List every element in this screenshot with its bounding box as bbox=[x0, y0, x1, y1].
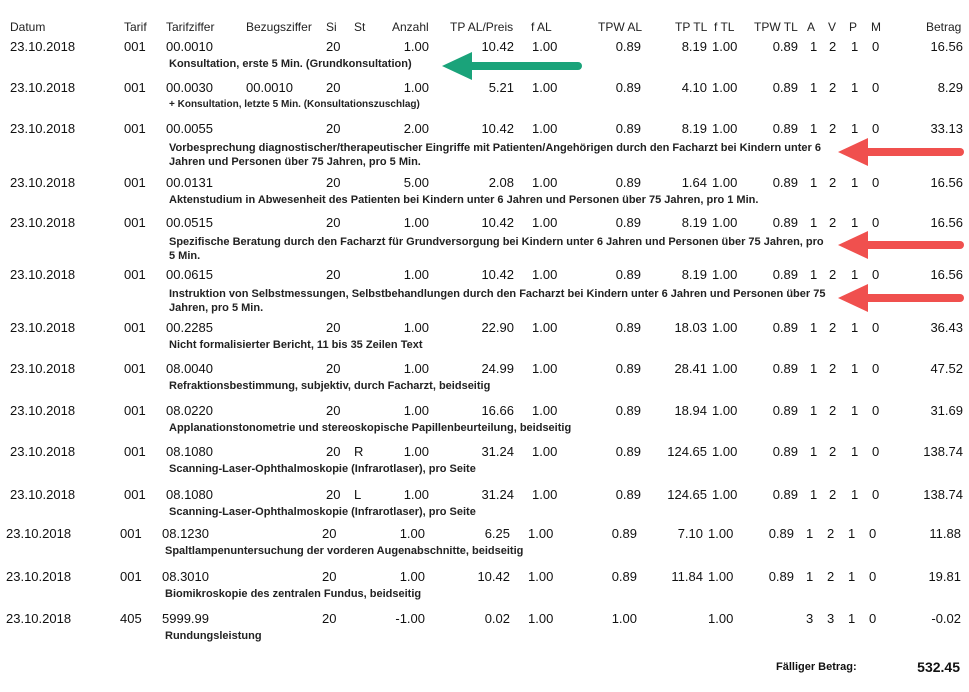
cell-tp-al: 10.42 bbox=[481, 215, 514, 230]
cell-betrag: 47.52 bbox=[930, 361, 963, 376]
cell-datum: 23.10.2018 bbox=[10, 80, 76, 95]
row-description: Scanning-Laser-Ophthalmoskopie (Infrarotlaser), pro Seite bbox=[169, 506, 476, 518]
cell-anzahl: 1.00 bbox=[403, 320, 429, 335]
cell-tpw-tl: 0.89 bbox=[772, 487, 798, 502]
row-description: Refraktionsbestimmung, subjektiv, durch Facharzt, beidseitig bbox=[169, 380, 491, 392]
row-description: Vorbesprechung diagnostischer/therapeutischer Eingriffe mit Patienten/Angehörigen durch den Facharzt bei Kindern unter 6 Jahren und Personen über 75 Jahren, pro 5 Min. bbox=[169, 142, 821, 168]
header-si: Si bbox=[326, 20, 337, 34]
cell-si: 20 bbox=[326, 80, 341, 95]
cell-betrag: 11.88 bbox=[929, 526, 961, 541]
cell-f-al: 1.00 bbox=[532, 444, 558, 459]
cell-datum: 23.10.2018 bbox=[10, 39, 76, 54]
cell-a: 3 bbox=[806, 611, 814, 626]
cell-tp-al: 16.66 bbox=[481, 403, 514, 418]
cell-tpw-al: 0.89 bbox=[615, 267, 641, 282]
cell-f-al: 1.00 bbox=[528, 611, 554, 626]
row-description: + Konsultation, letzte 5 Min. (Konsultationszuschlag) bbox=[169, 99, 420, 110]
cell-p: 1 bbox=[848, 611, 856, 626]
table-row bbox=[0, 403, 969, 441]
cell-f-tl: 1.00 bbox=[712, 80, 738, 95]
table-row bbox=[0, 611, 969, 649]
header-p: P bbox=[849, 20, 858, 34]
cell-betrag: 138.74 bbox=[923, 487, 963, 502]
cell-a: 1 bbox=[810, 121, 818, 136]
cell-a: 1 bbox=[810, 444, 818, 459]
cell-tp-al: 6.25 bbox=[484, 526, 510, 541]
cell-si: 20 bbox=[322, 569, 337, 584]
cell-f-al: 1.00 bbox=[532, 487, 558, 502]
cell-datum: 23.10.2018 bbox=[10, 444, 76, 459]
cell-tpw-al: 0.89 bbox=[611, 526, 637, 541]
cell-tp-al: 2.08 bbox=[488, 175, 514, 190]
cell-tarif: 001 bbox=[124, 403, 146, 418]
cell-tpw-tl: 0.89 bbox=[772, 361, 798, 376]
cell-tpw-tl: 0.89 bbox=[772, 175, 798, 190]
cell-si: 20 bbox=[326, 175, 341, 190]
table-row bbox=[0, 487, 969, 525]
cell-v: 2 bbox=[829, 121, 837, 136]
cell-tarifziffer: 08.0220 bbox=[166, 403, 213, 418]
cell-tarifziffer: 08.1080 bbox=[166, 444, 213, 459]
cell-m: 0 bbox=[872, 444, 880, 459]
cell-f-al: 1.00 bbox=[532, 215, 558, 230]
cell-v: 2 bbox=[827, 526, 835, 541]
header-tp-tl: TP TL bbox=[675, 20, 708, 34]
cell-tp-al: 10.42 bbox=[481, 121, 514, 136]
cell-tpw-al: 0.89 bbox=[615, 361, 641, 376]
cell-anzahl: 1.00 bbox=[403, 39, 429, 54]
cell-st: L bbox=[354, 487, 362, 502]
cell-a: 1 bbox=[810, 361, 818, 376]
cell-m: 0 bbox=[869, 526, 877, 541]
cell-f-al: 1.00 bbox=[532, 39, 558, 54]
table-row bbox=[0, 569, 969, 607]
cell-si: 20 bbox=[326, 320, 341, 335]
cell-si: 20 bbox=[326, 39, 341, 54]
cell-tarif: 405 bbox=[120, 611, 142, 626]
cell-tp-tl: 4.10 bbox=[681, 80, 707, 95]
row-description: Spaltlampenuntersuchung der vorderen Augenabschnitte, beidseitig bbox=[165, 545, 524, 557]
cell-datum: 23.10.2018 bbox=[10, 403, 76, 418]
cell-f-tl: 1.00 bbox=[712, 215, 738, 230]
cell-f-tl: 1.00 bbox=[708, 526, 734, 541]
cell-f-al: 1.00 bbox=[528, 526, 554, 541]
cell-anzahl: 1.00 bbox=[403, 444, 429, 459]
header-tarif: Tarif bbox=[124, 20, 147, 34]
table-row bbox=[0, 267, 969, 314]
cell-tarif: 001 bbox=[124, 121, 146, 136]
cell-p: 1 bbox=[851, 215, 859, 230]
cell-v: 2 bbox=[829, 267, 837, 282]
cell-f-tl: 1.00 bbox=[712, 444, 738, 459]
cell-f-tl: 1.00 bbox=[712, 121, 738, 136]
green-arrow-icon bbox=[440, 50, 582, 82]
cell-datum: 23.10.2018 bbox=[10, 175, 76, 190]
row-description: Konsultation, erste 5 Min. (Grundkonsultation) bbox=[169, 58, 412, 70]
cell-p: 1 bbox=[851, 175, 859, 190]
cell-anzahl: 5.00 bbox=[403, 175, 429, 190]
table-row bbox=[0, 121, 969, 168]
cell-a: 1 bbox=[810, 39, 818, 54]
cell-a: 1 bbox=[810, 403, 818, 418]
cell-v: 2 bbox=[829, 444, 837, 459]
cell-datum: 23.10.2018 bbox=[6, 569, 72, 584]
cell-f-tl: 1.00 bbox=[712, 320, 738, 335]
cell-tarifziffer: 00.2285 bbox=[166, 320, 213, 335]
cell-p: 1 bbox=[851, 121, 859, 136]
row-description: Aktenstudium in Abwesenheit des Patienten bei Kindern unter 6 Jahren und Personen über 75 Jahren, pro 1 Min. bbox=[169, 194, 759, 206]
header-datum: Datum bbox=[10, 20, 46, 34]
cell-datum: 23.10.2018 bbox=[10, 121, 76, 136]
cell-f-tl: 1.00 bbox=[712, 403, 738, 418]
cell-tarif: 001 bbox=[124, 361, 146, 376]
cell-a: 1 bbox=[810, 80, 818, 95]
cell-tp-tl: 1.64 bbox=[681, 175, 707, 190]
cell-anzahl: 2.00 bbox=[403, 121, 429, 136]
cell-tpw-tl: 0.89 bbox=[772, 320, 798, 335]
table-row bbox=[0, 361, 969, 399]
header-a: A bbox=[807, 20, 816, 34]
cell-m: 0 bbox=[872, 80, 880, 95]
cell-si: 20 bbox=[326, 403, 341, 418]
cell-v: 2 bbox=[829, 361, 837, 376]
cell-betrag: 138.74 bbox=[923, 444, 963, 459]
row-description: Nicht formalisierter Bericht, 11 bis 35 Zeilen Text bbox=[169, 339, 423, 351]
cell-f-al: 1.00 bbox=[532, 267, 558, 282]
cell-tpw-tl: 0.89 bbox=[772, 403, 798, 418]
cell-tpw-al: 0.89 bbox=[615, 215, 641, 230]
row-description: Rundungsleistung bbox=[165, 630, 262, 642]
cell-p: 1 bbox=[851, 80, 859, 95]
cell-v: 2 bbox=[829, 487, 837, 502]
cell-a: 1 bbox=[806, 569, 814, 584]
cell-tp-al: 5.21 bbox=[488, 80, 514, 95]
cell-f-tl: 1.00 bbox=[708, 569, 734, 584]
cell-v: 2 bbox=[829, 39, 837, 54]
cell-f-tl: 1.00 bbox=[712, 175, 738, 190]
header-v: V bbox=[828, 20, 837, 34]
cell-tpw-tl: 0.89 bbox=[772, 215, 798, 230]
cell-tarifziffer: 08.1080 bbox=[166, 487, 213, 502]
header-anzahl: Anzahl bbox=[392, 20, 429, 34]
cell-m: 0 bbox=[872, 175, 880, 190]
cell-si: 20 bbox=[326, 487, 341, 502]
cell-tpw-tl: 0.89 bbox=[768, 526, 794, 541]
cell-si: 20 bbox=[322, 611, 337, 626]
cell-v: 2 bbox=[829, 403, 837, 418]
cell-v: 2 bbox=[829, 80, 837, 95]
cell-tarifziffer: 08.3010 bbox=[162, 569, 209, 584]
cell-tp-al: 10.42 bbox=[481, 39, 514, 54]
cell-tarif: 001 bbox=[124, 215, 146, 230]
header-tarifziffer: Tarifziffer bbox=[166, 20, 215, 34]
cell-tarifziffer: 00.0055 bbox=[166, 121, 213, 136]
cell-betrag: 33.13 bbox=[930, 121, 963, 136]
cell-anzahl: 1.00 bbox=[403, 215, 429, 230]
cell-a: 1 bbox=[810, 215, 818, 230]
cell-datum: 23.10.2018 bbox=[6, 526, 72, 541]
cell-tpw-tl: 0.89 bbox=[772, 39, 798, 54]
cell-v: 2 bbox=[829, 215, 837, 230]
cell-tp-tl: 11.84 bbox=[671, 569, 703, 584]
row-description: Biomikroskopie des zentralen Fundus, beidseitig bbox=[165, 588, 422, 600]
table-row bbox=[0, 320, 969, 358]
cell-tp-tl: 124.65 bbox=[667, 444, 707, 459]
red-arrow-icon bbox=[836, 136, 964, 168]
cell-tp-tl: 124.65 bbox=[667, 487, 707, 502]
header-bezugsziffer: Bezugsziffer bbox=[246, 20, 312, 34]
cell-tp-tl: 18.03 bbox=[674, 320, 707, 335]
red-arrow-icon bbox=[836, 282, 964, 314]
cell-f-tl: 1.00 bbox=[712, 267, 738, 282]
row-description: Spezifische Beratung durch den Facharzt für Grundversorgung bei Kindern unter 6 Jahren und Personen über 75 Jahren, pro 5 Min. bbox=[169, 236, 824, 262]
cell-anzahl: 1.00 bbox=[403, 361, 429, 376]
cell-tp-al: 31.24 bbox=[481, 487, 514, 502]
cell-betrag: 16.56 bbox=[930, 175, 963, 190]
cell-betrag: -0.02 bbox=[931, 611, 961, 626]
total-amount: 532.45 bbox=[917, 659, 960, 675]
cell-m: 0 bbox=[872, 320, 880, 335]
cell-m: 0 bbox=[872, 403, 880, 418]
cell-a: 1 bbox=[806, 526, 814, 541]
cell-tp-tl: 28.41 bbox=[674, 361, 707, 376]
cell-tp-tl: 8.19 bbox=[681, 267, 707, 282]
cell-tarifziffer: 00.0131 bbox=[166, 175, 213, 190]
cell-tpw-tl: 0.89 bbox=[772, 121, 798, 136]
cell-tpw-al: 0.89 bbox=[615, 80, 641, 95]
cell-f-al: 1.00 bbox=[532, 80, 558, 95]
cell-tp-al: 22.90 bbox=[481, 320, 514, 335]
row-description: Applanationstonometrie und stereoskopische Papillenbeurteilung, beidseitig bbox=[169, 422, 572, 434]
cell-tpw-al: 0.89 bbox=[615, 444, 641, 459]
cell-anzahl: -1.00 bbox=[395, 611, 425, 626]
cell-tarif: 001 bbox=[124, 444, 146, 459]
cell-f-al: 1.00 bbox=[532, 175, 558, 190]
table-row bbox=[0, 444, 969, 482]
cell-f-tl: 1.00 bbox=[708, 611, 734, 626]
cell-m: 0 bbox=[872, 121, 880, 136]
cell-tarif: 001 bbox=[124, 175, 146, 190]
cell-tarif: 001 bbox=[124, 487, 146, 502]
cell-p: 1 bbox=[851, 444, 859, 459]
cell-f-tl: 1.00 bbox=[712, 361, 738, 376]
cell-tpw-al: 1.00 bbox=[611, 611, 637, 626]
total-label: Fälliger Betrag: bbox=[776, 661, 857, 673]
cell-datum: 23.10.2018 bbox=[10, 487, 76, 502]
cell-tpw-al: 0.89 bbox=[615, 403, 641, 418]
cell-betrag: 16.56 bbox=[930, 267, 963, 282]
cell-f-al: 1.00 bbox=[532, 361, 558, 376]
cell-datum: 23.10.2018 bbox=[10, 361, 76, 376]
cell-tp-al: 10.42 bbox=[481, 267, 514, 282]
cell-datum: 23.10.2018 bbox=[6, 611, 72, 626]
table-row bbox=[0, 526, 969, 564]
cell-st: R bbox=[354, 444, 364, 459]
cell-tp-al: 31.24 bbox=[481, 444, 514, 459]
cell-p: 1 bbox=[851, 403, 859, 418]
red-arrow-icon bbox=[836, 229, 964, 261]
header-m: M bbox=[871, 20, 881, 34]
cell-f-al: 1.00 bbox=[532, 320, 558, 335]
cell-tp-al: 0.02 bbox=[484, 611, 510, 626]
cell-m: 0 bbox=[872, 487, 880, 502]
cell-v: 2 bbox=[829, 320, 837, 335]
cell-tpw-al: 0.89 bbox=[615, 121, 641, 136]
cell-betrag: 8.29 bbox=[937, 80, 963, 95]
cell-tpw-al: 0.89 bbox=[615, 487, 641, 502]
header-st: St bbox=[354, 20, 366, 34]
cell-tarifziffer: 00.0515 bbox=[166, 215, 213, 230]
cell-tp-tl: 18.94 bbox=[674, 403, 707, 418]
header-tp-al-preis: TP AL/Preis bbox=[450, 20, 514, 34]
cell-f-al: 1.00 bbox=[528, 569, 554, 584]
cell-tp-tl: 7.10 bbox=[677, 526, 703, 541]
header-tpw-tl: TPW TL bbox=[754, 20, 798, 34]
cell-tp-tl: 8.19 bbox=[681, 39, 707, 54]
cell-tarif: 001 bbox=[124, 267, 146, 282]
cell-anzahl: 1.00 bbox=[399, 526, 425, 541]
cell-f-al: 1.00 bbox=[532, 403, 558, 418]
cell-tarif: 001 bbox=[120, 526, 142, 541]
cell-a: 1 bbox=[810, 267, 818, 282]
table-row bbox=[0, 175, 969, 213]
cell-f-al: 1.00 bbox=[532, 121, 558, 136]
cell-tpw-tl: 0.89 bbox=[772, 267, 798, 282]
cell-v: 2 bbox=[827, 569, 835, 584]
cell-anzahl: 1.00 bbox=[399, 569, 425, 584]
cell-si: 20 bbox=[326, 121, 341, 136]
cell-tpw-al: 0.89 bbox=[611, 569, 637, 584]
cell-anzahl: 1.00 bbox=[403, 487, 429, 502]
cell-tarifziffer: 08.1230 bbox=[162, 526, 209, 541]
cell-tarifziffer: 5999.99 bbox=[162, 611, 209, 626]
cell-datum: 23.10.2018 bbox=[10, 267, 76, 282]
cell-f-tl: 1.00 bbox=[712, 39, 738, 54]
cell-si: 20 bbox=[322, 526, 337, 541]
cell-tarifziffer: 00.0010 bbox=[166, 39, 213, 54]
cell-m: 0 bbox=[872, 215, 880, 230]
cell-p: 1 bbox=[851, 320, 859, 335]
cell-m: 0 bbox=[872, 267, 880, 282]
cell-tpw-tl: 0.89 bbox=[772, 80, 798, 95]
cell-betrag: 19.81 bbox=[928, 569, 961, 584]
cell-tarif: 001 bbox=[124, 320, 146, 335]
cell-betrag: 16.56 bbox=[930, 39, 963, 54]
cell-anzahl: 1.00 bbox=[403, 403, 429, 418]
cell-tarifziffer: 00.0030 bbox=[166, 80, 213, 95]
row-description: Instruktion von Selbstmessungen, Selbstbehandlungen durch den Facharzt bei Kindern unter 6 Jahren und Personen über 75 Jahren, pro 5 Min. bbox=[169, 288, 826, 314]
cell-tpw-tl: 0.89 bbox=[772, 444, 798, 459]
cell-p: 1 bbox=[851, 487, 859, 502]
cell-tpw-al: 0.89 bbox=[615, 175, 641, 190]
cell-m: 0 bbox=[869, 611, 877, 626]
cell-p: 1 bbox=[851, 267, 859, 282]
table-row bbox=[0, 215, 969, 262]
cell-bezugsziffer: 00.0010 bbox=[246, 80, 293, 95]
cell-tp-tl: 8.19 bbox=[681, 215, 707, 230]
row-description: Scanning-Laser-Ophthalmoskopie (Infrarotlaser), pro Seite bbox=[169, 463, 476, 475]
cell-tarifziffer: 00.0615 bbox=[166, 267, 213, 282]
header-tpw-al: TPW AL bbox=[598, 20, 643, 34]
cell-m: 0 bbox=[872, 361, 880, 376]
header-f-tl: f TL bbox=[714, 20, 735, 34]
cell-m: 0 bbox=[869, 569, 877, 584]
cell-si: 20 bbox=[326, 267, 341, 282]
cell-p: 1 bbox=[851, 361, 859, 376]
cell-betrag: 31.69 bbox=[930, 403, 963, 418]
cell-a: 1 bbox=[810, 487, 818, 502]
cell-p: 1 bbox=[848, 569, 856, 584]
header-f-al: f AL bbox=[531, 20, 552, 34]
cell-p: 1 bbox=[848, 526, 856, 541]
cell-p: 1 bbox=[851, 39, 859, 54]
cell-tarif: 001 bbox=[120, 569, 142, 584]
cell-betrag: 36.43 bbox=[930, 320, 963, 335]
cell-datum: 23.10.2018 bbox=[10, 320, 76, 335]
cell-datum: 23.10.2018 bbox=[10, 215, 76, 230]
cell-f-tl: 1.00 bbox=[712, 487, 738, 502]
cell-si: 20 bbox=[326, 215, 341, 230]
cell-tarif: 001 bbox=[124, 80, 146, 95]
table-row bbox=[0, 80, 969, 118]
cell-tp-al: 24.99 bbox=[481, 361, 514, 376]
cell-si: 20 bbox=[326, 444, 341, 459]
cell-m: 0 bbox=[872, 39, 880, 54]
cell-tarif: 001 bbox=[124, 39, 146, 54]
cell-tp-tl: 8.19 bbox=[681, 121, 707, 136]
cell-tarifziffer: 08.0040 bbox=[166, 361, 213, 376]
cell-tpw-al: 0.89 bbox=[615, 39, 641, 54]
header-betrag: Betrag bbox=[926, 20, 962, 34]
cell-anzahl: 1.00 bbox=[403, 267, 429, 282]
cell-tpw-al: 0.89 bbox=[615, 320, 641, 335]
cell-a: 1 bbox=[810, 320, 818, 335]
cell-a: 1 bbox=[810, 175, 818, 190]
cell-si: 20 bbox=[326, 361, 341, 376]
cell-v: 3 bbox=[827, 611, 835, 626]
cell-v: 2 bbox=[829, 175, 837, 190]
cell-betrag: 16.56 bbox=[930, 215, 963, 230]
cell-tp-al: 10.42 bbox=[477, 569, 510, 584]
cell-anzahl: 1.00 bbox=[403, 80, 429, 95]
cell-tpw-tl: 0.89 bbox=[768, 569, 794, 584]
